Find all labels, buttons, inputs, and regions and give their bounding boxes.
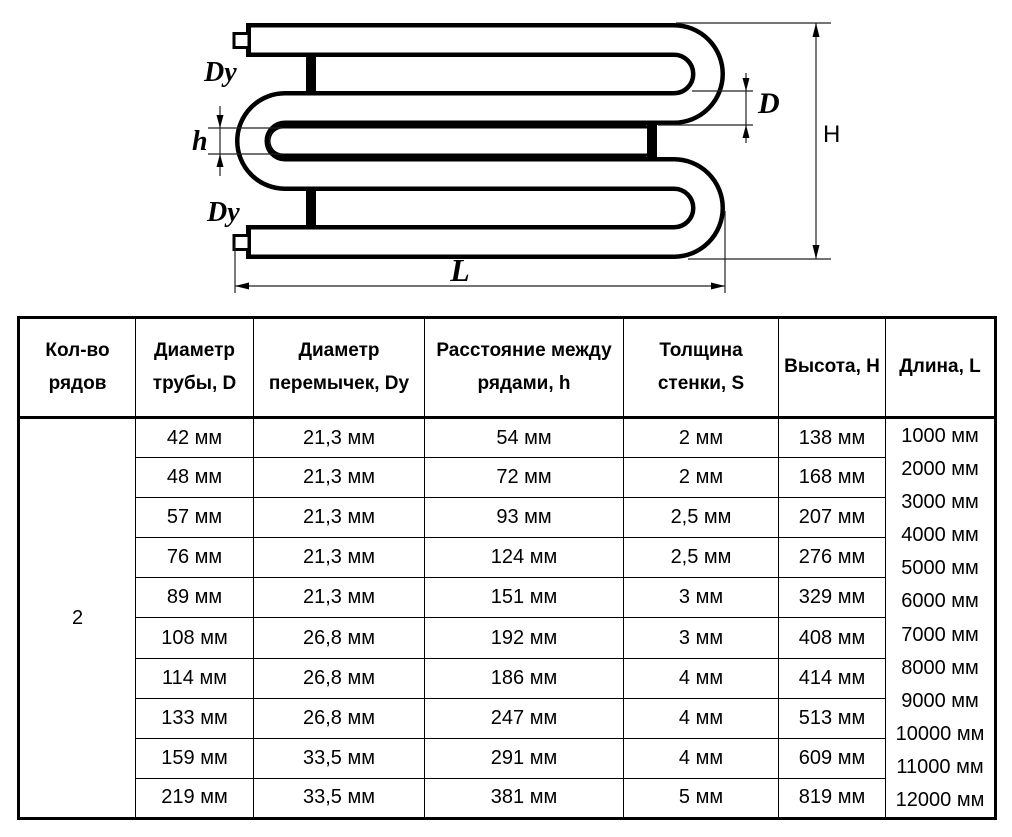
cell-h: 72 мм [425,458,624,498]
table-row [19,498,996,538]
cell-d: 57 мм [136,498,254,538]
length-item: 8000 мм [901,656,979,679]
cell-s: 4 мм [624,698,779,738]
label-h: h [192,126,208,157]
table-row [19,658,996,698]
h-arrow-down [217,115,224,128]
L-arrow-left [235,283,249,290]
cell-s: 2,5 мм [624,498,779,538]
jumper-top-left [306,55,316,93]
cell-lengths [886,418,996,819]
table-row [19,418,996,458]
length-item: 4000 мм [901,524,979,547]
H-arrow-bottom [813,245,820,259]
cell-height: 609 мм [779,738,886,778]
table-row [19,458,996,498]
L-arrow-right [711,283,725,290]
cell-s: 2 мм [624,418,779,458]
cell-height: 138 мм [779,418,886,458]
header-jumper-diameter: Диаметр перемычек, Dy [254,318,425,418]
label-H: H [823,121,841,148]
cell-d: 159 мм [136,738,254,778]
D-arrow-up [743,125,750,138]
cell-height: 207 мм [779,498,886,538]
drawing-svg [0,0,1012,316]
cell-height: 276 мм [779,538,886,578]
cell-height: 513 мм [779,698,886,738]
lengths-list [886,419,994,817]
cell-height: 168 мм [779,458,886,498]
cell-d: 108 мм [136,618,254,658]
header-row-spacing: Расстояние между рядами, h [425,318,624,418]
D-arrow-down [743,78,750,91]
cell-dy: 26,8 мм [254,658,425,698]
table-row [19,578,996,618]
cell-d: 219 мм [136,778,254,818]
cell-height: 329 мм [779,578,886,618]
h-arrow-up [217,154,224,167]
cell-dy: 26,8 мм [254,618,425,658]
header-wall-thickness: Толщина стенки, S [624,318,779,418]
length-item: 5000 мм [901,557,979,580]
length-item: 1000 мм [901,424,979,447]
cell-h: 93 мм [425,498,624,538]
serpentine-register-drawing [0,0,1012,316]
length-item: 11000 мм [896,756,984,779]
jumper-bottom-left [306,189,316,227]
cell-h: 186 мм [425,658,624,698]
cell-h: 381 мм [425,778,624,818]
cell-h: 247 мм [425,698,624,738]
length-item: 10000 мм [895,722,985,745]
label-Dy-bottom: Dy [207,197,240,228]
cell-h: 192 мм [425,618,624,658]
jumper-middle-right [647,122,657,158]
length-item: 3000 мм [901,490,979,513]
label-Dy-top: Dy [204,57,237,88]
cell-s: 4 мм [624,738,779,778]
cell-dy: 21,3 мм [254,578,425,618]
cell-height: 414 мм [779,658,886,698]
cell-d: 89 мм [136,578,254,618]
cell-d: 76 мм [136,538,254,578]
outlet-stub [234,236,249,250]
cell-h: 124 мм [425,538,624,578]
cell-d: 114 мм [136,658,254,698]
header-height: Высота, H [779,318,886,418]
cell-height: 819 мм [779,778,886,818]
length-item: 2000 мм [901,457,979,480]
cell-dy: 21,3 мм [254,458,425,498]
cell-d: 133 мм [136,698,254,738]
table-row [19,538,996,578]
cell-h: 291 мм [425,738,624,778]
cell-h: 151 мм [425,578,624,618]
cell-dy: 21,3 мм [254,498,425,538]
cell-rows-count: 2 [19,418,136,819]
cell-dy: 21,3 мм [254,418,425,458]
H-arrow-top [813,23,820,37]
cell-dy: 33,5 мм [254,778,425,818]
length-item: 12000 мм [895,789,985,812]
table-row [19,618,996,658]
cell-height: 408 мм [779,618,886,658]
table-row [19,738,996,778]
length-item: 6000 мм [901,590,979,613]
cell-s: 5 мм [624,778,779,818]
cell-s: 3 мм [624,618,779,658]
table-row [19,698,996,738]
label-L: L [450,252,470,288]
length-item: 9000 мм [901,689,979,712]
cell-s: 2,5 мм [624,538,779,578]
label-D: D [758,87,780,120]
table-row [19,778,996,818]
cell-dy: 33,5 мм [254,738,425,778]
spec-table-header [19,318,996,418]
length-item: 7000 мм [901,623,979,646]
header-pipe-diameter: Диаметр трубы, D [136,318,254,418]
cell-dy: 21,3 мм [254,538,425,578]
header-rows-count: Кол-во рядов [19,318,136,418]
cell-dy: 26,8 мм [254,698,425,738]
cell-d: 42 мм [136,418,254,458]
inlet-stub [234,34,249,48]
spec-table [17,316,997,820]
cell-s: 4 мм [624,658,779,698]
cell-h: 54 мм [425,418,624,458]
cell-s: 3 мм [624,578,779,618]
header-length: Длина, L [886,318,996,418]
cell-s: 2 мм [624,458,779,498]
cell-d: 48 мм [136,458,254,498]
